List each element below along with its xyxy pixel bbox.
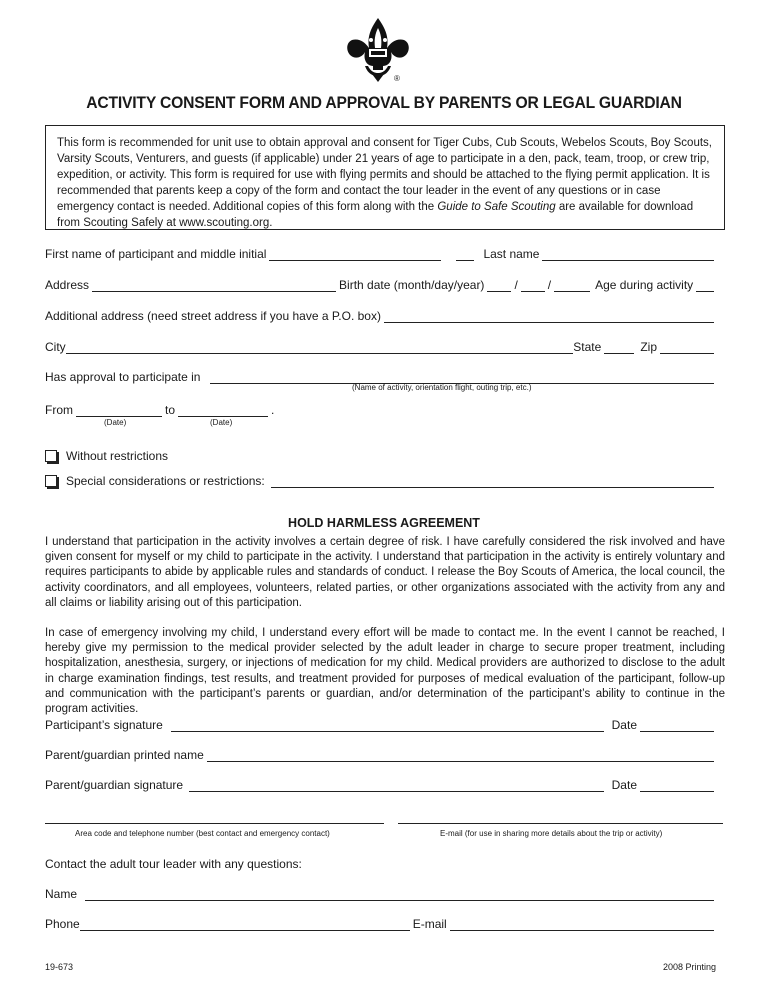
parent-signature-field[interactable] <box>189 780 604 792</box>
without-restrictions-row <box>45 447 717 463</box>
parent-signature-label: Parent/guardian signature <box>45 778 184 792</box>
phone-field[interactable] <box>45 823 384 824</box>
age-field[interactable] <box>696 280 714 292</box>
printing-note: 2008 Printing <box>662 962 716 972</box>
birth-day-field[interactable] <box>521 280 545 292</box>
approval-row <box>45 368 717 384</box>
middle-initial-field[interactable] <box>456 249 474 261</box>
first-name-label: First name of participant and middle initial <box>45 247 267 261</box>
additional-address-label: Additional address (need street address if you have a P.O. box) <box>45 309 381 323</box>
leader-phone-field[interactable] <box>80 919 410 931</box>
state-label: State <box>573 340 602 354</box>
parent-date-label: Date <box>611 778 637 792</box>
leader-email-label: E-mail <box>412 917 447 931</box>
guide-title: Guide to Safe Scouting <box>437 201 556 213</box>
parent-signature-row <box>45 776 717 792</box>
phone-caption: Area code and telephone number (best contact and emergency contact) <box>75 829 330 838</box>
address-field[interactable] <box>92 280 336 292</box>
without-restrictions-label: Without restrictions <box>66 449 169 463</box>
to-date-caption: (Date) <box>210 418 233 427</box>
date-separator: / <box>547 278 552 292</box>
intro-box <box>45 125 725 230</box>
to-label: to <box>165 403 176 417</box>
additional-address-field[interactable] <box>384 311 714 323</box>
leader-name-field[interactable] <box>85 889 714 901</box>
form-number: 19-673 <box>45 962 74 972</box>
zip-label: Zip <box>640 340 657 354</box>
approval-label: Has approval to participate in <box>45 370 201 384</box>
agreement-paragraph-2: In case of emergency involving my child, I understand every effort will be made to contact me. In the event I cannot be reached, I hereby give my permission to the medical provider selected by the adult leader in charge to secure proper treatment, including hospitalization, anesthesia, surgery, or injections of medication for my child. Medical providers are authorized to disclose to the adult in charge examination findings, test results, and treatment provided for purposes of medical evaluation of the participant, follow-up and communication with the participant’s parents or guardian, and/or determination of the participant’s ability to continue in the program activities. <box>45 627 725 716</box>
birth-year-field[interactable] <box>554 280 590 292</box>
last-name-field[interactable] <box>542 249 714 261</box>
city-row <box>45 338 717 354</box>
additional-address-row <box>45 307 717 323</box>
special-considerations-row <box>45 472 717 488</box>
from-date-field[interactable] <box>76 405 162 417</box>
intro-text: This form is recommended for unit use to obtain approval and consent for Tiger Cubs, Cub Scouts, Webelos Scouts, Boy Scouts, Varsity Scouts, Venturers, and guests (if applicable) under 21 years of age to participate in a den, pack, team, troop, or crew trip, expedition, or activity. This form is required for use with flying permits and should be attached to the flying permit application. It is recommended that parents keep a copy of the form and contact the tour leader in the event of any questions or in case emergency contact is needed. Additional copies of this form along with the <box>57 137 712 213</box>
participant-signature-field[interactable] <box>171 720 604 732</box>
participant-signature-label: Participant’s signature <box>45 718 163 732</box>
parent-printed-name-row <box>45 746 717 762</box>
city-field[interactable] <box>66 342 574 354</box>
to-date-field[interactable] <box>178 405 268 417</box>
form-title: ACTIVITY CONSENT FORM AND APPROVAL BY PARENTS OR LEGAL GUARDIAN <box>86 94 682 112</box>
from-label: From <box>45 403 73 417</box>
leader-prompt: Contact the adult tour leader with any questions: <box>45 857 302 871</box>
participant-signature-row <box>45 716 717 732</box>
address-row <box>45 276 717 292</box>
leader-email-field[interactable] <box>450 919 714 931</box>
parent-date-field[interactable] <box>640 780 714 792</box>
state-field[interactable] <box>604 342 634 354</box>
city-label: City <box>45 340 66 354</box>
name-row <box>45 245 717 261</box>
dates-row <box>45 401 305 417</box>
participant-date-label: Date <box>611 718 637 732</box>
special-considerations-checkbox[interactable] <box>45 475 57 487</box>
agreement-heading: HOLD HARMLESS AGREEMENT <box>288 516 480 530</box>
registered-mark: ® <box>394 74 400 83</box>
from-date-caption: (Date) <box>104 418 127 427</box>
email-field[interactable] <box>398 823 723 824</box>
zip-field[interactable] <box>660 342 714 354</box>
address-label: Address <box>45 278 90 292</box>
parent-printed-name-label: Parent/guardian printed name <box>45 748 204 762</box>
leader-name-row <box>45 885 717 901</box>
agreement-paragraph-1: I understand that participation in the activity involves a certain degree of risk. I have carefully considered the risk involved and have given consent for myself or my child to participate in the activity. I understand that participation in the activity is entirely voluntary and requires participants to abide by applicable rules and standards of conduct. I release the Boy Scouts of America, the local council, the activity coordinators, and all employees, volunteers, related parties, or other organizations associated with the activity from any and all claims or liability arising out of this participation. <box>45 536 725 609</box>
participant-date-field[interactable] <box>640 720 714 732</box>
parent-printed-name-field[interactable] <box>207 750 714 762</box>
birth-month-field[interactable] <box>487 280 511 292</box>
leader-name-label: Name <box>45 887 78 901</box>
without-restrictions-checkbox[interactable] <box>45 450 57 462</box>
approval-caption: (Name of activity, orientation flight, outing trip, etc.) <box>352 383 532 392</box>
last-name-label: Last name <box>483 247 540 261</box>
special-considerations-label: Special considerations or restrictions: <box>66 474 265 488</box>
special-considerations-field[interactable] <box>271 476 714 488</box>
age-label: Age during activity <box>595 278 694 292</box>
date-separator: / <box>514 278 518 292</box>
leader-phone-label: Phone <box>45 917 80 931</box>
leader-prompt-row <box>45 855 717 871</box>
period-mark: . <box>271 403 275 417</box>
leader-contact-row <box>45 915 717 931</box>
fleur-de-lis-emblem-icon <box>343 16 413 86</box>
birth-date-label: Birth date (month/day/year) <box>339 278 485 292</box>
email-caption: E-mail (for use in sharing more details about the trip or activity) <box>440 829 663 838</box>
intro-text-end: are available for download from Scouting Safely at www.scouting.org. <box>57 201 694 229</box>
first-name-field[interactable] <box>269 249 441 261</box>
